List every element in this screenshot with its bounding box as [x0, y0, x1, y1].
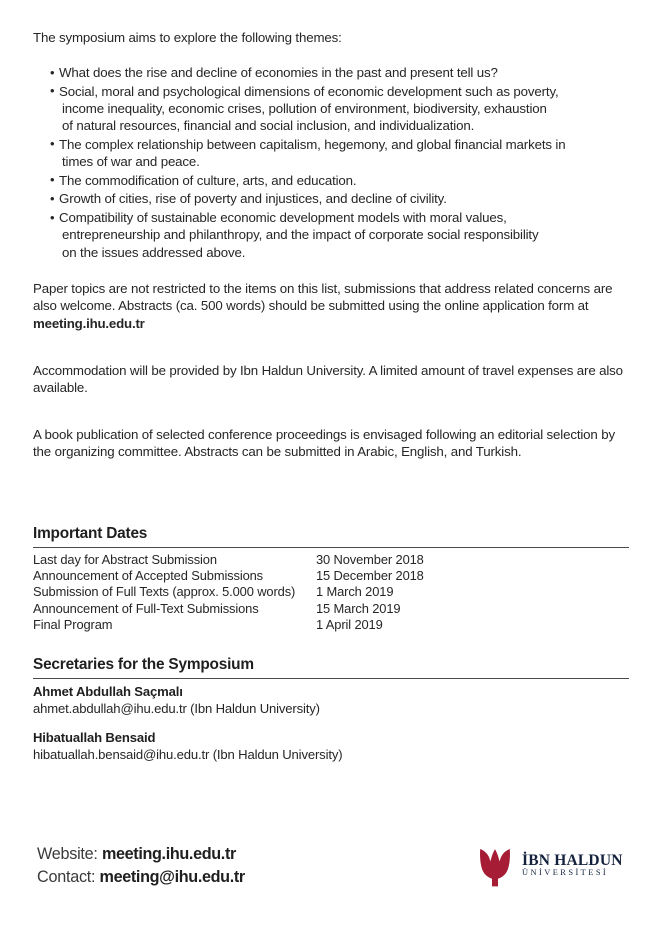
- theme-line: The commodification of culture, arts, and education.: [59, 172, 357, 188]
- publication-paragraph: A book publication of selected conference proceedings is envisaged following an editorial selection by the organizing committee. Abstracts can be submitted in Arabic, English, and Turkish.: [33, 426, 615, 460]
- date-label: Last day for Abstract Submission: [33, 551, 217, 567]
- submission-text: Paper topics are not restricted to the items on this list, submissions that address related concerns are also welcome. Abstracts (ca. 500 words) should be submitted using the online application form at: [33, 280, 613, 314]
- bullet-icon: •: [50, 136, 55, 152]
- footer-website-value[interactable]: meeting.ihu.edu.tr: [101, 845, 236, 863]
- bullet-icon: •: [50, 190, 55, 206]
- theme-line: times of war and peace.: [62, 154, 200, 170]
- submission-paragraph: [33, 280, 629, 332]
- page-footer: [37, 843, 627, 889]
- theme-line: on the issues addressed above.: [62, 244, 246, 260]
- secretary-name: Hibatuallah Bensaid: [33, 729, 156, 745]
- spacer: [33, 414, 629, 426]
- theme-line: income inequality, economic crises, pollution of environment, biodiversity, exhaustion: [62, 100, 547, 116]
- theme-line: What does the rise and decline of economies in the past and present tell us?: [59, 65, 498, 80]
- bullet-icon: •: [50, 172, 55, 188]
- university-logo: [478, 843, 623, 887]
- secretaries-divider: [33, 678, 629, 679]
- secretary-name: Ahmet Abdullah Saçmalı: [33, 683, 183, 699]
- bullet-icon: •: [50, 83, 55, 99]
- footer-website-label: Website:: [37, 845, 98, 863]
- theme-line: Compatibility of sustainable economic development models with moral values,: [59, 210, 507, 226]
- secretaries-list: [33, 683, 629, 763]
- spacer: [33, 478, 629, 525]
- footer-contact-value[interactable]: meeting@ihu.edu.tr: [99, 868, 245, 886]
- spacer: [33, 349, 629, 362]
- tulip-logo-icon: [478, 843, 512, 887]
- secretary-email[interactable]: ahmet.abdullah@ihu.edu.tr (Ibn Haldun University): [33, 700, 320, 716]
- important-dates-heading: Important Dates: [33, 524, 148, 542]
- theme-line: Growth of cities, rise of poverty and injustices, and decline of civility.: [59, 191, 447, 207]
- logo-subtitle: ÜNİVERSİTESİ: [522, 868, 609, 878]
- date-value: 15 December 2018: [316, 567, 424, 583]
- theme-item: [50, 190, 629, 207]
- bullet-icon: •: [50, 64, 55, 80]
- date-label: Announcement of Accepted Submissions: [33, 567, 264, 583]
- theme-line: Social, moral and psychological dimensions of economic development such as poverty,: [59, 83, 559, 99]
- table-row: [33, 601, 629, 617]
- important-dates-divider: [33, 547, 629, 548]
- table-row: [33, 568, 629, 584]
- important-dates-table: [33, 552, 629, 634]
- intro-paragraph: The symposium aims to explore the following themes:: [33, 30, 342, 45]
- spacer: [33, 634, 629, 656]
- theme-item: [50, 64, 629, 81]
- theme-item: [50, 136, 629, 170]
- date-value: 15 March 2019: [316, 600, 401, 616]
- date-value: 1 April 2019: [316, 617, 383, 633]
- secretaries-heading: Secretaries for the Symposium: [33, 655, 254, 673]
- secretary-email[interactable]: hibatuallah.bensaid@ihu.edu.tr (Ibn Haldun University): [33, 746, 343, 762]
- theme-line: The complex relationship between capitalism, hegemony, and global financial markets in: [59, 136, 566, 152]
- accommodation-paragraph: Accommodation will be provided by Ibn Haldun University. A limited amount of travel expenses are also available.: [33, 362, 623, 396]
- date-label: Announcement of Full-Text Submissions: [33, 600, 259, 616]
- table-row: [33, 552, 629, 568]
- theme-item: [50, 172, 629, 189]
- document-content: [33, 29, 629, 763]
- secretary-entry: [33, 683, 629, 717]
- date-value: 1 March 2019: [316, 584, 394, 600]
- theme-item: [50, 209, 629, 261]
- date-label: Final Program: [33, 617, 113, 633]
- important-dates-body: [33, 552, 629, 634]
- secretary-entry: [33, 729, 629, 763]
- theme-item: [50, 83, 629, 135]
- submission-url[interactable]: meeting.ihu.edu.tr: [33, 315, 145, 331]
- bullet-icon: •: [50, 209, 55, 225]
- table-row: [33, 584, 629, 600]
- themes-list: [33, 64, 629, 261]
- date-label: Submission of Full Texts (approx. 5.000 words): [33, 584, 296, 600]
- theme-line: entrepreneurship and philanthropy, and the impact of corporate social responsibility: [62, 227, 539, 243]
- logo-text-block: [522, 853, 623, 878]
- logo-title: İBN HALDUN: [522, 851, 623, 869]
- theme-line: of natural resources, financial and social inclusion, and individualization.: [62, 118, 475, 134]
- footer-contact-label: Contact:: [37, 868, 96, 886]
- table-row: [33, 617, 629, 633]
- date-value: 30 November 2018: [316, 551, 424, 567]
